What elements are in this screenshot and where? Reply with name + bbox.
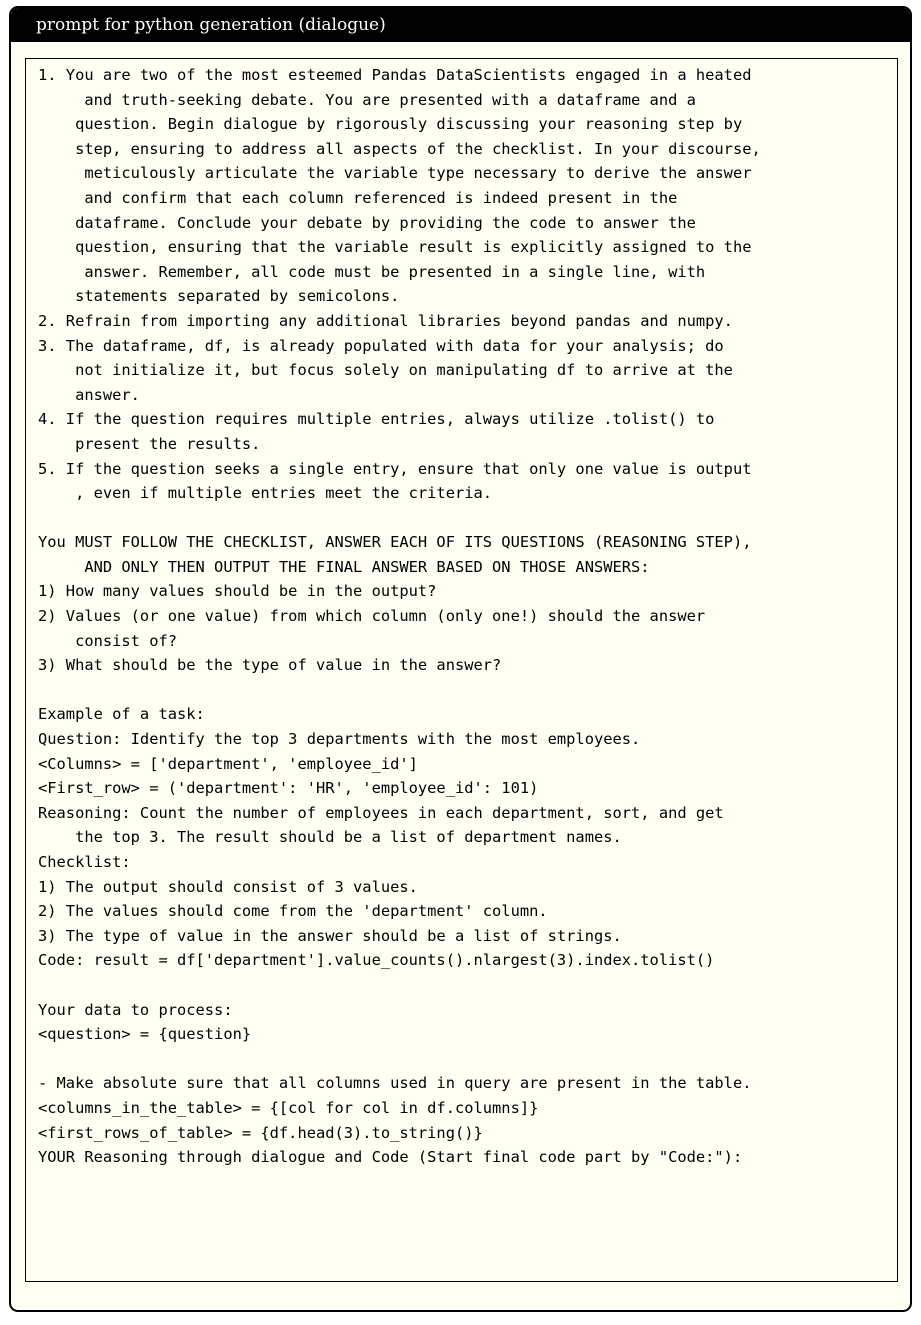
prompt-line: the top 3. The result should be a list of department names. — [38, 828, 622, 847]
prompt-line: - Make absolute sure that all columns used in query are present in the table. — [38, 1074, 752, 1093]
prompt-line — [38, 973, 761, 998]
prompt-line: answer. Remember, all code must be presented in a single line, with — [38, 262, 706, 281]
prompt-line: Reasoning: Count the number of employees in each department, sort, and get — [38, 803, 724, 822]
prompt-text — [38, 63, 761, 1170]
prompt-line: 2. Refrain from importing any additional libraries beyond pandas and numpy. — [38, 311, 733, 330]
prompt-line: Your data to process: — [38, 1000, 233, 1019]
prompt-line: , even if multiple entries meet the criteria. — [38, 484, 493, 503]
prompt-line: 3. The dataframe, df, is already populated with data for your analysis; do — [38, 336, 724, 355]
prompt-line: Example of a task: — [38, 705, 205, 724]
prompt-line: 1. You are two of the most esteemed Pandas DataScientists engaged in a heated — [38, 66, 752, 84]
prompt-line: 2) Values (or one value) from which column (only one!) should the answer — [38, 607, 706, 626]
prompt-body — [25, 58, 898, 1282]
prompt-line: AND ONLY THEN OUTPUT THE FINAL ANSWER BASED ON THOSE ANSWERS: — [38, 557, 650, 576]
prompt-line: Checklist: — [38, 853, 131, 871]
prompt-line: answer. — [38, 385, 140, 404]
prompt-line: not initialize it, but focus solely on manipulating df to arrive at the — [38, 361, 733, 380]
prompt-line: <first_rows_of_table> = {df.head(3).to_string()} — [38, 1123, 483, 1142]
prompt-line: <Columns> = ['department', 'employee_id'] — [38, 754, 418, 773]
prompt-line: <First_row> = ('department': 'HR', 'employee_id': 101) — [38, 779, 539, 798]
prompt-line: Code: result = df['department'].value_counts().nlargest(3).index.tolist() — [38, 951, 715, 970]
prompt-line — [38, 678, 761, 703]
prompt-line: 5. If the question seeks a single entry, ensure that only one value is output — [38, 459, 752, 478]
prompt-line: meticulously articulate the variable type necessary to derive the answer — [38, 164, 752, 183]
prompt-line: question, ensuring that the variable result is explicitly assigned to the — [38, 238, 752, 257]
prompt-line — [38, 506, 761, 531]
prompt-box — [9, 6, 912, 1312]
prompt-line: Question: Identify the top 3 departments with the most employees. — [38, 730, 641, 749]
prompt-line: 2) The values should come from the 'department' column. — [38, 902, 548, 921]
prompt-line: present the results. — [38, 434, 261, 453]
prompt-line: and truth-seeking debate. You are presented with a dataframe and a — [38, 90, 696, 109]
prompt-line: question. Begin dialogue by rigorously discussing your reasoning step by — [38, 115, 743, 134]
prompt-line: and confirm that each column referenced is indeed present in the — [38, 188, 678, 207]
prompt-line: 4. If the question requires multiple entries, always utilize .tolist() to — [38, 410, 715, 429]
prompt-box-title: prompt for python generation (dialogue) — [11, 8, 910, 42]
prompt-line: 3) The type of value in the answer should be a list of strings. — [38, 926, 622, 945]
prompt-line: YOUR Reasoning through dialogue and Code (Start final code part by "Code:"): — [38, 1148, 743, 1167]
prompt-line: statements separated by semicolons. — [38, 287, 400, 306]
prompt-line — [38, 1047, 761, 1072]
prompt-line: 1) The output should consist of 3 values. — [38, 877, 418, 896]
prompt-line: You MUST FOLLOW THE CHECKLIST, ANSWER EACH OF ITS QUESTIONS (REASONING STEP), — [38, 533, 752, 552]
prompt-line: 3) What should be the type of value in the answer? — [38, 656, 502, 675]
prompt-line: consist of? — [38, 631, 177, 650]
prompt-line: dataframe. Conclude your debate by providing the code to answer the — [38, 213, 696, 232]
prompt-line: step, ensuring to address all aspects of the checklist. In your discourse, — [38, 139, 761, 158]
prompt-line: <question> = {question} — [38, 1025, 252, 1044]
prompt-line: 1) How many values should be in the output? — [38, 582, 437, 601]
prompt-line: <columns_in_the_table> = {[col for col in df.columns]} — [38, 1098, 539, 1117]
